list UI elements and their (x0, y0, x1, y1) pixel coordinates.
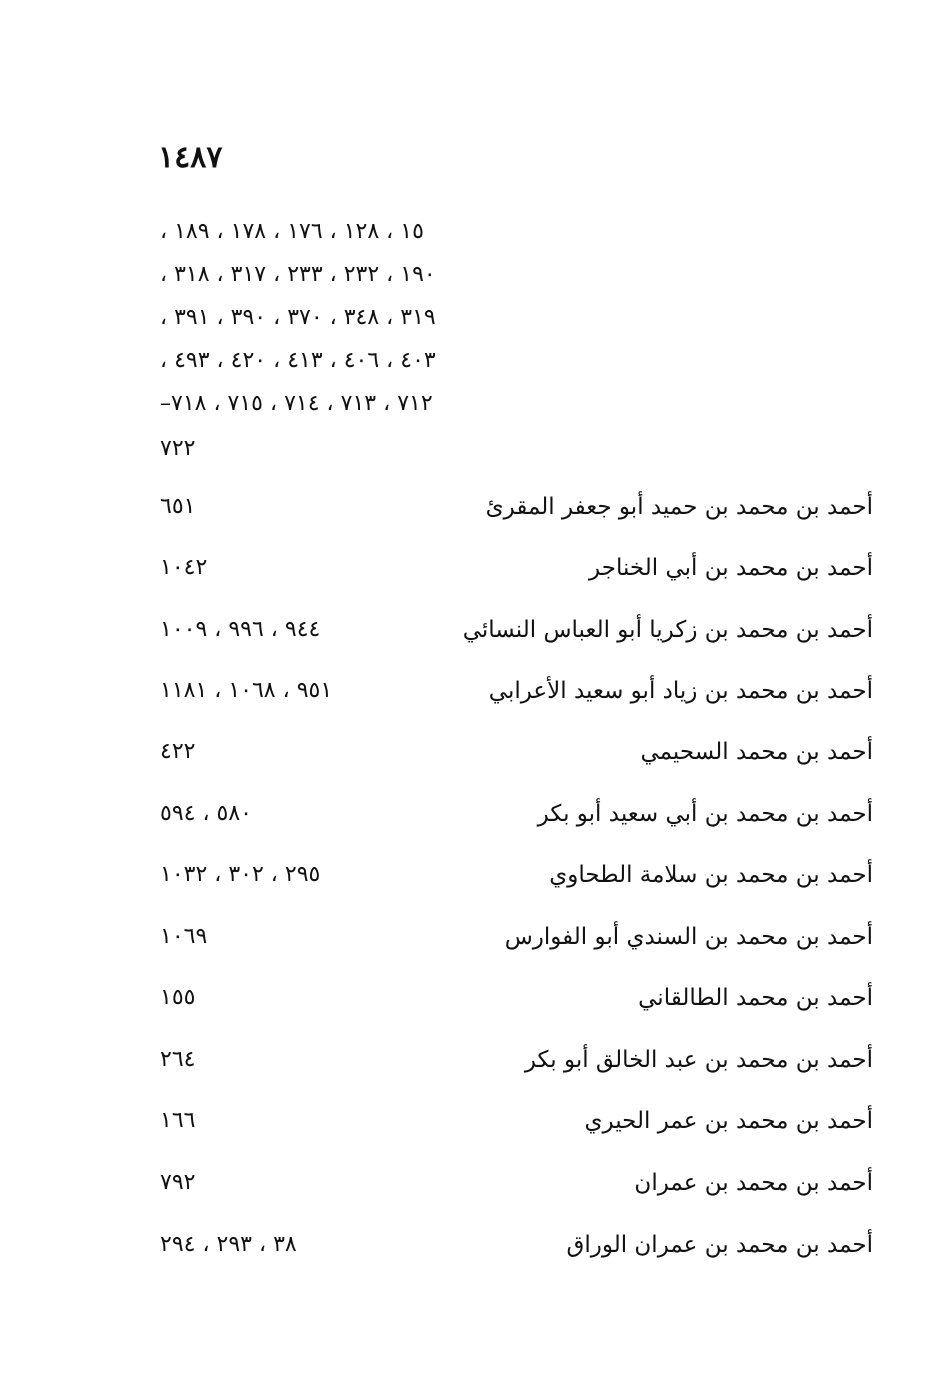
index-entry (0, 794, 943, 834)
index-entry (0, 671, 943, 711)
entry-name: أحمد بن محمد بن عمر الحيري (584, 1108, 873, 1134)
entry-pages: ١٠٤٢ (160, 555, 208, 580)
entry-pages: ١٦٦ (160, 1108, 196, 1133)
continued-pages-line: ٤٠٣ ، ٤٠٦ ، ٤١٣ ، ٤٢٠ ، ٤٩٣ ، (160, 348, 436, 373)
index-entry (0, 1225, 943, 1265)
index-entry (0, 855, 943, 895)
entry-name: أحمد بن محمد بن سلامة الطحاوي (549, 862, 873, 888)
entry-name: أحمد بن محمد بن عمران الوراق (566, 1232, 873, 1258)
entry-name: أحمد بن محمد بن أبي سعيد أبو بكر (537, 801, 873, 827)
continued-pages-line: ٧١٢ ، ٧١٣ ، ٧١٤ ، ٧١٥ ، ٧١٨– (160, 391, 433, 416)
index-entry (0, 917, 943, 957)
entry-pages: ١٥٥ (160, 985, 196, 1010)
entry-name: أحمد بن محمد السحيمي (640, 739, 873, 765)
index-entry (0, 1040, 943, 1080)
page-number: ١٤٨٧ (158, 140, 223, 175)
continued-pages-line: ١٥ ، ١٢٨ ، ١٧٦ ، ١٧٨ ، ١٨٩ ، (160, 219, 424, 244)
entry-pages: ٣٨ ، ٢٩٣ ، ٢٩٤ (160, 1232, 297, 1257)
entry-name: أحمد بن محمد الطالقاني (638, 985, 873, 1011)
entry-pages: ٩٤٤ ، ٩٩٦ ، ١٠٠٩ (160, 617, 321, 642)
entry-pages: ١٠٦٩ (160, 924, 208, 949)
index-entry (0, 487, 943, 527)
entry-pages: ٤٢٢ (160, 739, 196, 764)
continued-pages-line: ٧٢٢ (160, 436, 196, 461)
entry-pages: ٥٨٠ ، ٥٩٤ (160, 801, 252, 826)
entry-name: أحمد بن محمد بن زياد أبو سعيد الأعرابي (488, 678, 873, 704)
entry-name: أحمد بن محمد بن عبد الخالق أبو بكر (524, 1047, 873, 1073)
entry-pages: ٦٥١ (160, 494, 196, 519)
index-entry (0, 1101, 943, 1141)
entry-name: أحمد بن محمد بن أبي الخناجر (589, 555, 873, 581)
index-entry (0, 610, 943, 650)
entry-name: أحمد بن محمد بن حميد أبو جعفر المقرئ (485, 494, 873, 520)
entry-pages: ٢٩٥ ، ٣٠٢ ، ١٠٣٢ (160, 862, 321, 887)
index-entry (0, 732, 943, 772)
entry-name: أحمد بن محمد بن السندي أبو الفوارس (504, 924, 873, 950)
continued-pages-line: ١٩٠ ، ٢٣٢ ، ٢٣٣ ، ٣١٧ ، ٣١٨ ، (160, 262, 436, 287)
index-entry (0, 978, 943, 1018)
continued-pages-line: ٣١٩ ، ٣٤٨ ، ٣٧٠ ، ٣٩٠ ، ٣٩١ ، (160, 305, 436, 330)
index-entry (0, 1163, 943, 1203)
entry-name: أحمد بن محمد بن زكريا أبو العباس النسائي (462, 617, 873, 643)
entry-name: أحمد بن محمد بن عمران (634, 1170, 873, 1196)
entry-pages: ٢٦٤ (160, 1047, 196, 1072)
entry-pages: ٩٥١ ، ١٠٦٨ ، ١١٨١ (160, 678, 333, 703)
index-entry (0, 548, 943, 588)
entry-pages: ٧٩٢ (160, 1170, 196, 1195)
